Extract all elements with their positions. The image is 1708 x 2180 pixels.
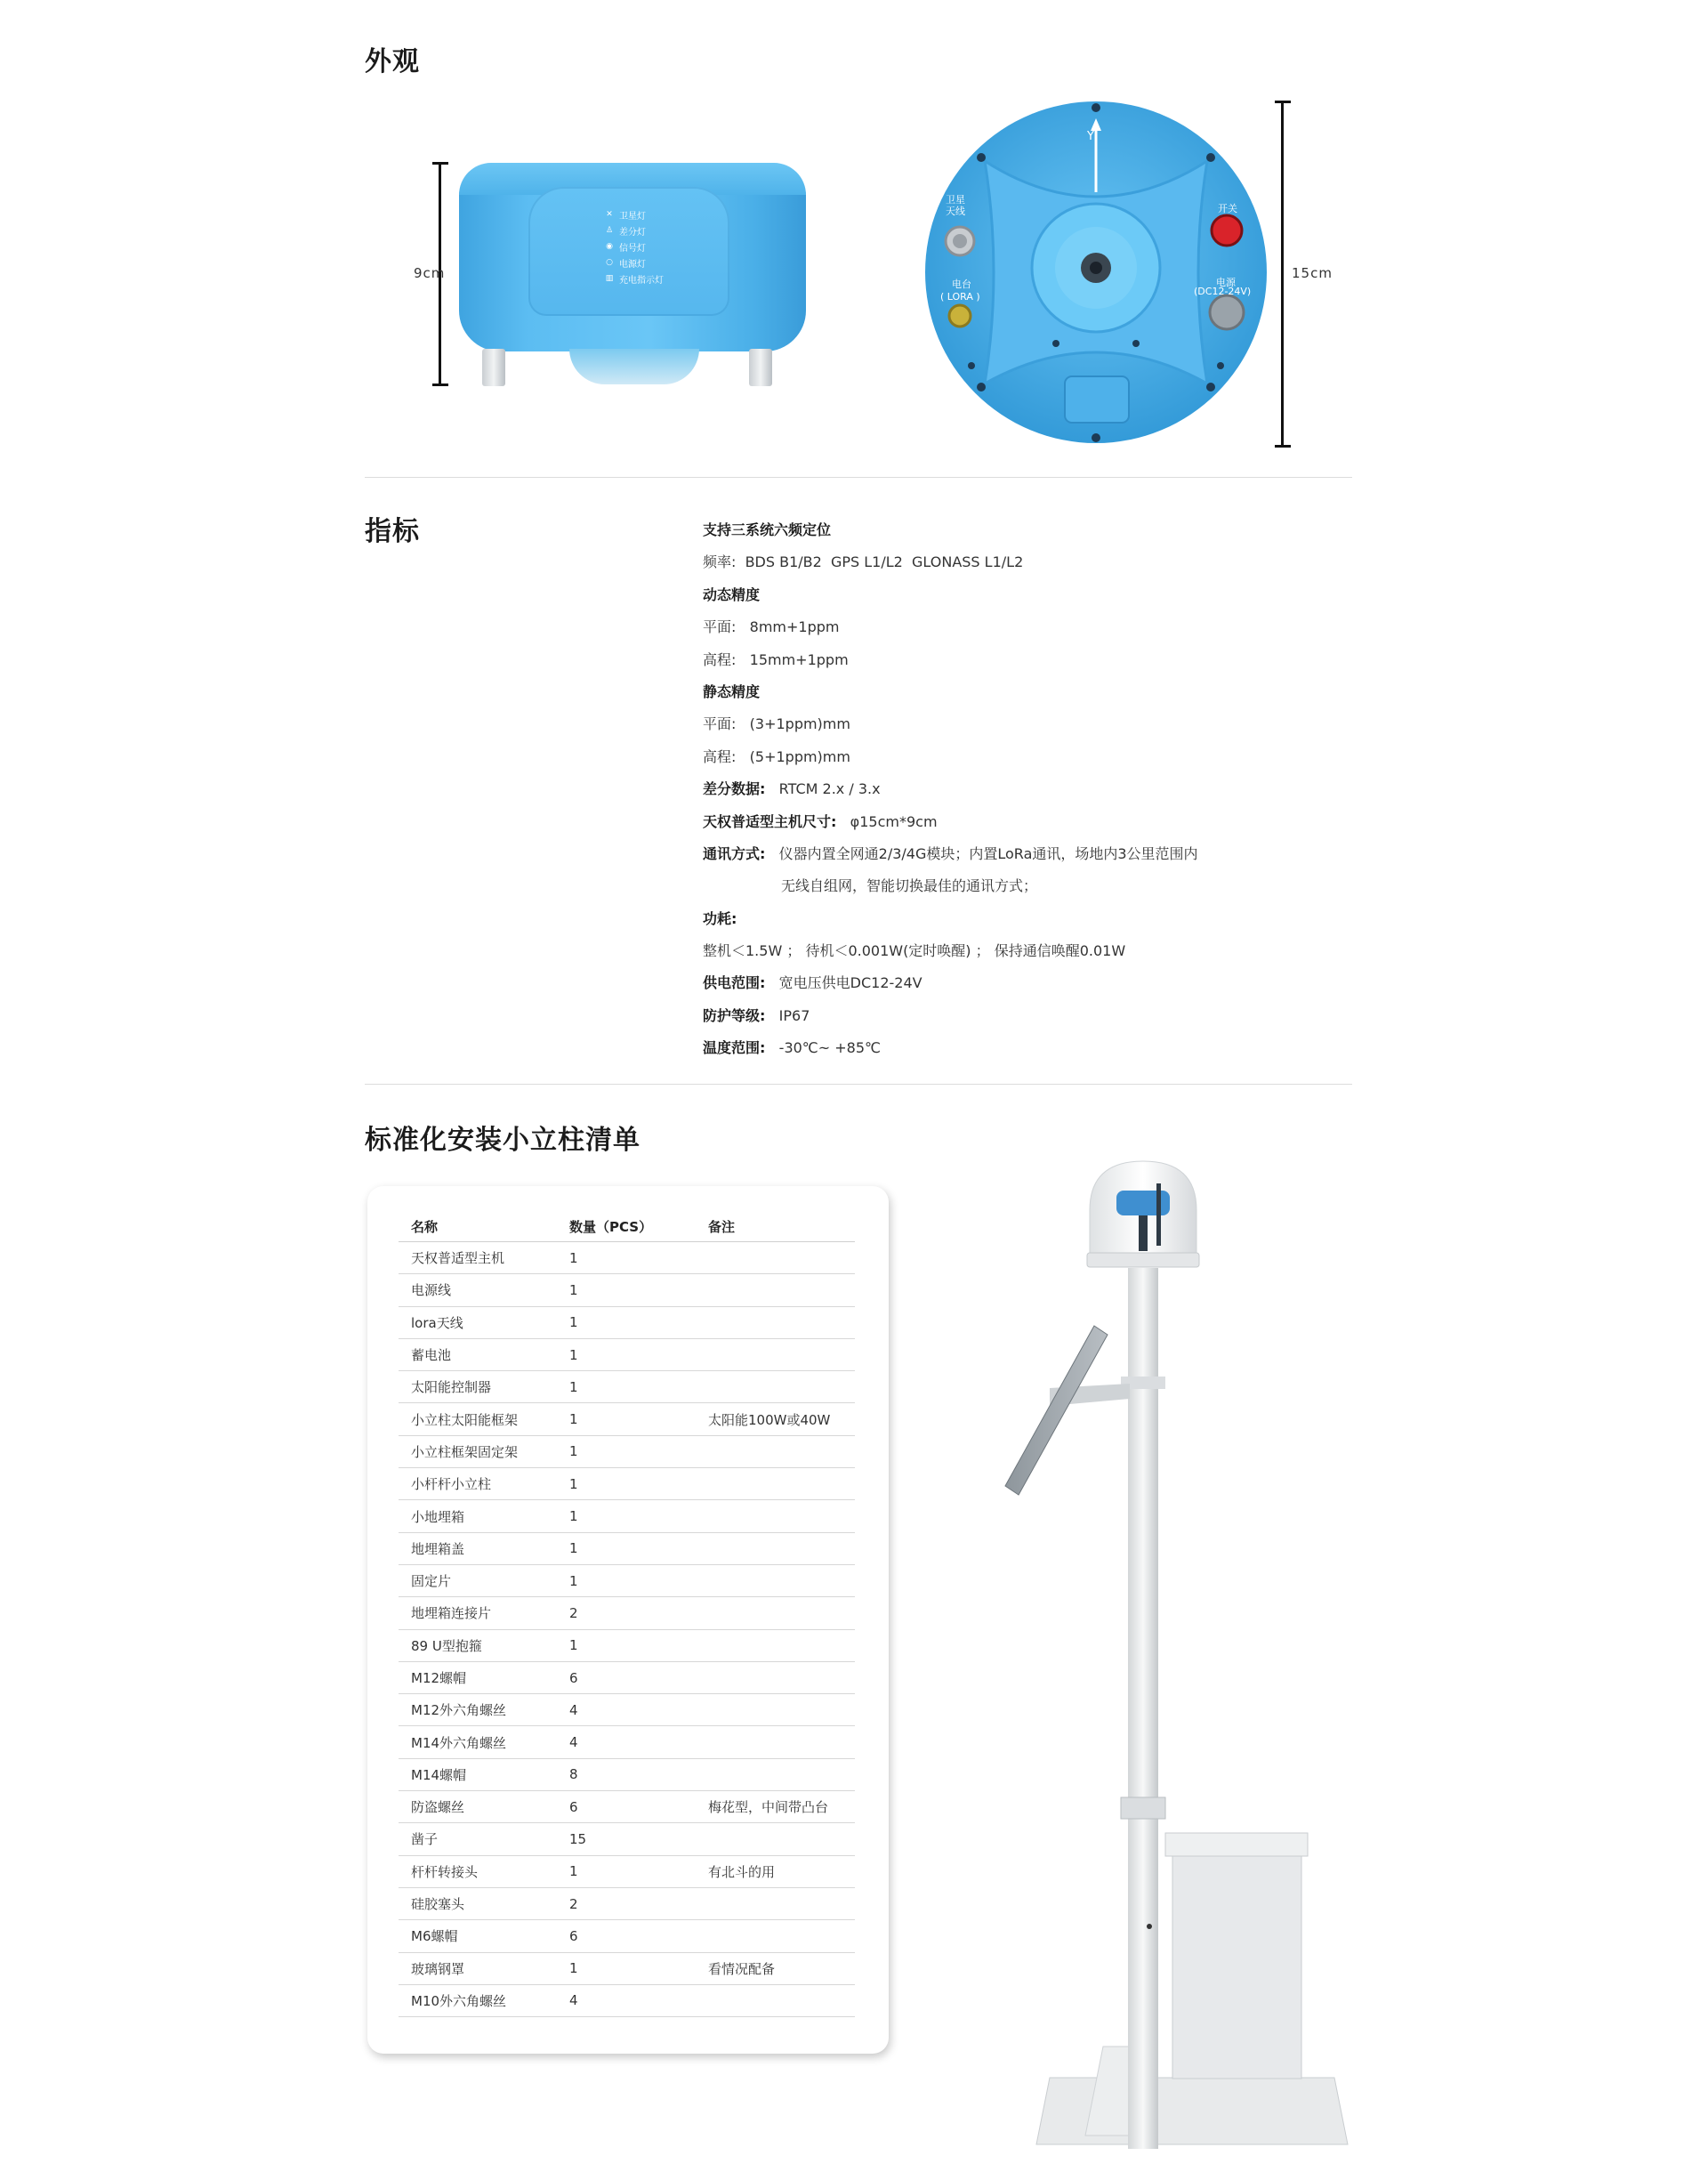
spec-label: 支持三系统六频定位 — [703, 521, 832, 538]
cell-name: M14螺帽 — [399, 1758, 557, 1790]
cell-quantity: 1 — [557, 1371, 696, 1403]
cell-name: 杆杆转接头 — [399, 1855, 557, 1887]
height-label: 9cm — [414, 265, 446, 281]
table-row — [399, 1758, 855, 1790]
cell-quantity: 1 — [557, 1532, 696, 1564]
spec-line — [703, 579, 1198, 611]
column-header-name: 名称 — [399, 1211, 557, 1242]
satellite-icon: ✕ — [606, 210, 613, 219]
cell-remark — [696, 1597, 855, 1629]
spec-value: 频率: BDS B1/B2 GPS L1/L2 GLONASS L1/L2 — [703, 553, 1024, 571]
spec-line — [703, 708, 1198, 740]
cell-quantity: 1 — [557, 1855, 696, 1887]
cell-name: M12螺帽 — [399, 1661, 557, 1693]
spec-value: 整机＜1.5W ； 待机＜0.001W(定时唤醒) ； 保持通信唤醒0.01W — [703, 942, 1126, 960]
cell-name: 凿子 — [399, 1823, 557, 1855]
table-row — [399, 1564, 855, 1596]
column-header-quantity: 数量（PCS） — [557, 1211, 696, 1242]
bom-title: 标准化安装小立柱清单 — [365, 1125, 640, 1156]
installation-pole-illustration — [943, 1157, 1361, 2158]
radio-label: 电台 — [952, 279, 971, 290]
spec-line — [703, 838, 1198, 870]
cell-name: 蓄电池 — [399, 1338, 557, 1370]
cell-remark — [696, 1371, 855, 1403]
spec-label: 防护等级: — [703, 1006, 766, 1024]
table-row — [399, 1855, 855, 1887]
table-row — [399, 1984, 855, 2016]
spec-value: -30℃~ +85℃ — [765, 1039, 881, 1057]
cell-quantity: 1 — [557, 1468, 696, 1500]
table-row — [399, 1694, 855, 1726]
spec-value: RTCM 2.x / 3.x — [765, 780, 881, 798]
cell-name: 小立柱框架固定架 — [399, 1435, 557, 1467]
cell-name: 小地埋箱 — [399, 1500, 557, 1532]
table-header-row — [399, 1211, 855, 1242]
cell-name: M10外六角螺丝 — [399, 1984, 557, 2016]
cell-quantity: 1 — [557, 1629, 696, 1661]
spec-line — [703, 611, 1198, 643]
table-row — [399, 1726, 855, 1758]
table-row — [399, 1242, 855, 1274]
cell-remark: 太阳能100W或40W — [696, 1403, 855, 1435]
spec-label: 通讯方式: — [703, 844, 766, 862]
y-axis-label: Y — [1087, 130, 1094, 143]
cell-remark — [696, 1920, 855, 1952]
cell-remark — [696, 1242, 855, 1274]
bom-card — [367, 1186, 889, 2054]
led-row: ♙ 差分灯 — [605, 226, 646, 238]
spec-label: 天权普适型主机尺寸: — [703, 812, 837, 830]
lora-label: ( LORA ) — [940, 291, 980, 303]
charge-icon: ▥ — [605, 274, 614, 283]
signal-icon: ◉ — [606, 242, 613, 251]
spec-value: IP67 — [765, 1006, 810, 1024]
spec-line — [703, 806, 1198, 838]
spec-value: 无线自组网，智能切换最佳的通讯方式； — [781, 877, 1038, 895]
power-icon: ○ — [606, 258, 613, 267]
cell-remark — [696, 1823, 855, 1855]
power-range-label: (DC12-24V) — [1194, 286, 1252, 297]
spec-value: 高程: 15mm+1ppm — [703, 650, 849, 668]
table-row — [399, 1791, 855, 1823]
cell-quantity: 1 — [557, 1952, 696, 1984]
table-row — [399, 1823, 855, 1855]
cell-quantity: 1 — [557, 1338, 696, 1370]
table-row — [399, 1403, 855, 1435]
specs-title: 指标 — [365, 516, 420, 547]
cell-quantity: 6 — [557, 1661, 696, 1693]
cell-remark — [696, 1306, 855, 1338]
cell-remark — [696, 1758, 855, 1790]
cell-quantity: 1 — [557, 1435, 696, 1467]
spec-line — [703, 967, 1198, 999]
cell-name: 天权普适型主机 — [399, 1242, 557, 1274]
spec-value: 平面: 8mm+1ppm — [703, 618, 840, 636]
spec-line — [703, 546, 1198, 578]
cell-quantity: 8 — [557, 1758, 696, 1790]
cell-quantity: 1 — [557, 1242, 696, 1274]
cell-name: lora天线 — [399, 1306, 557, 1338]
differential-icon: ♙ — [605, 226, 614, 235]
led-row: ✕ 卫星灯 — [606, 210, 646, 222]
spec-line — [703, 514, 1198, 546]
cell-remark: 梅花型，中间带凸台 — [696, 1791, 855, 1823]
cell-quantity: 6 — [557, 1920, 696, 1952]
cell-quantity: 4 — [557, 1984, 696, 2016]
appearance-title: 外观 — [365, 46, 420, 77]
spec-value: 平面: (3+1ppm)mm — [703, 715, 850, 733]
diameter-label: 15cm — [1292, 265, 1333, 281]
cell-name: M12外六角螺丝 — [399, 1694, 557, 1726]
cell-remark — [696, 1435, 855, 1467]
antenna-label: 卫星 天线 — [946, 194, 965, 217]
spec-line — [703, 644, 1198, 676]
cell-name: 小立柱太阳能框架 — [399, 1403, 557, 1435]
cell-quantity: 2 — [557, 1887, 696, 1919]
cell-remark — [696, 1338, 855, 1370]
table-row — [399, 1338, 855, 1370]
cell-quantity: 1 — [557, 1306, 696, 1338]
cell-quantity: 4 — [557, 1726, 696, 1758]
cell-remark — [696, 1274, 855, 1306]
table-row — [399, 1597, 855, 1629]
switch-label: 开关 — [1218, 203, 1237, 214]
spec-value: 高程: (5+1ppm)mm — [703, 747, 850, 765]
cell-quantity: 1 — [557, 1564, 696, 1596]
spec-label: 功耗: — [703, 909, 737, 927]
spec-label: 供电范围: — [703, 974, 766, 992]
column-header-remark: 备注 — [696, 1211, 855, 1242]
cell-name: 电源线 — [399, 1274, 557, 1306]
cell-quantity: 1 — [557, 1403, 696, 1435]
cell-quantity: 6 — [557, 1791, 696, 1823]
spec-label: 动态精度 — [703, 585, 761, 603]
cell-quantity: 1 — [557, 1500, 696, 1532]
cell-remark — [696, 1564, 855, 1596]
led-indicator-list — [605, 206, 664, 287]
cell-name: 防盗螺丝 — [399, 1791, 557, 1823]
cell-remark — [696, 1661, 855, 1693]
table-row — [399, 1920, 855, 1952]
table-row — [399, 1468, 855, 1500]
cell-remark: 看情况配备 — [696, 1952, 855, 1984]
spec-label: 温度范围: — [703, 1039, 766, 1057]
spec-value: 仪器内置全网通2/3/4G模块；内置LoRa通讯，场地内3公里范围内 — [765, 844, 1198, 862]
spec-line — [703, 1032, 1198, 1064]
cell-quantity: 4 — [557, 1694, 696, 1726]
cell-remark — [696, 1500, 855, 1532]
spec-line — [703, 935, 1198, 967]
cell-remark: 有北斗的用 — [696, 1855, 855, 1887]
cell-name: 硅胶塞头 — [399, 1887, 557, 1919]
spec-line — [703, 741, 1198, 773]
divider — [365, 1084, 1352, 1085]
cell-name: 地埋箱连接片 — [399, 1597, 557, 1629]
cell-remark — [696, 1468, 855, 1500]
cell-quantity: 2 — [557, 1597, 696, 1629]
cell-name: M6螺帽 — [399, 1920, 557, 1952]
device-top-view — [922, 99, 1269, 446]
cell-name: 固定片 — [399, 1564, 557, 1596]
cell-remark — [696, 1532, 855, 1564]
cell-remark — [696, 1726, 855, 1758]
spec-label: 差分数据: — [703, 780, 766, 798]
table-row — [399, 1887, 855, 1919]
specs-list — [703, 514, 1198, 1065]
led-row: ▥ 充电指示灯 — [605, 274, 664, 286]
cell-remark — [696, 1694, 855, 1726]
table-row — [399, 1532, 855, 1564]
led-row: ◉ 信号灯 — [606, 242, 646, 254]
cell-remark — [696, 1887, 855, 1919]
table-row — [399, 1629, 855, 1661]
spec-line — [703, 676, 1198, 708]
bom-table — [399, 1211, 855, 2017]
spec-line — [703, 903, 1198, 935]
spec-line — [703, 773, 1198, 805]
cell-remark — [696, 1984, 855, 2016]
spec-line — [703, 1000, 1198, 1032]
table-row — [399, 1952, 855, 1984]
cell-name: 太阳能控制器 — [399, 1371, 557, 1403]
power-port-label: 电源 — [1216, 277, 1236, 288]
table-row — [399, 1371, 855, 1403]
spec-line — [703, 870, 1198, 902]
cell-quantity: 15 — [557, 1823, 696, 1855]
spec-value: 宽电压供电DC12-24V — [765, 974, 922, 992]
spec-value: φ15cm*9cm — [836, 812, 938, 830]
spec-label: 静态精度 — [703, 682, 761, 700]
cell-name: M14外六角螺丝 — [399, 1726, 557, 1758]
table-row — [399, 1661, 855, 1693]
cell-remark — [696, 1629, 855, 1661]
led-row: ○ 电源灯 — [606, 258, 646, 270]
cell-name: 地埋箱盖 — [399, 1532, 557, 1564]
table-row — [399, 1306, 855, 1338]
cell-name: 89 U型抱箍 — [399, 1629, 557, 1661]
table-row — [399, 1274, 855, 1306]
cell-name: 小杆杆小立柱 — [399, 1468, 557, 1500]
divider — [365, 477, 1352, 478]
cell-name: 玻璃钢罩 — [399, 1952, 557, 1984]
cell-quantity: 1 — [557, 1274, 696, 1306]
table-row — [399, 1500, 855, 1532]
table-row — [399, 1435, 855, 1467]
